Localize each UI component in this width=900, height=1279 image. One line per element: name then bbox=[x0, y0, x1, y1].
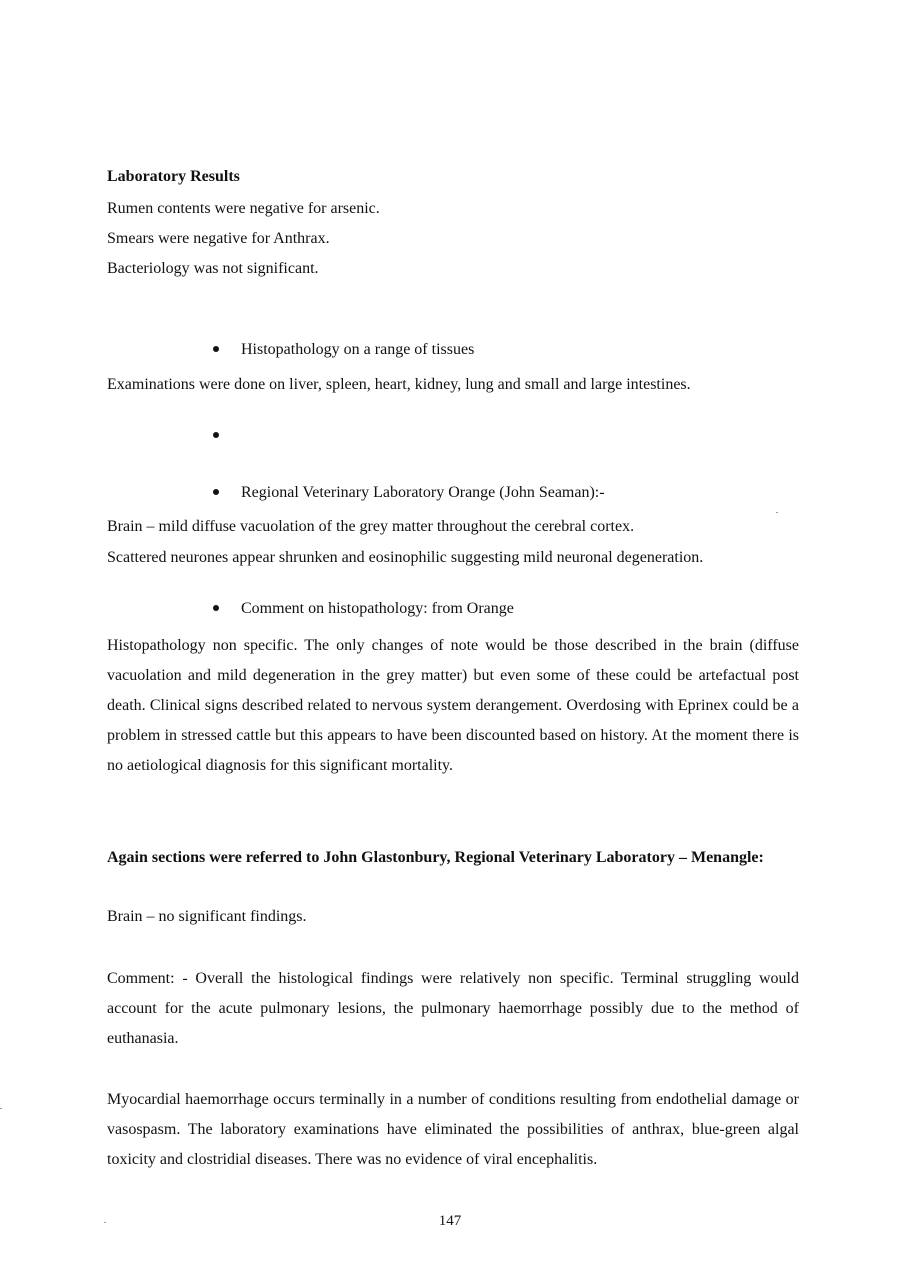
scan-speck bbox=[0, 1108, 2, 1109]
comment-paragraph: Comment: - Overall the histological findings were relatively non specific. Terminal struggling would account for the acute pulmonary lesions, the pulmonary haemorrhage possibly due to the method of euthanasia. bbox=[107, 970, 799, 1047]
bullet-item-histopathology bbox=[213, 340, 474, 360]
result-line-bacteriology: Bacteriology was not significant. bbox=[107, 260, 319, 277]
myocardial-paragraph: Myocardial haemorrhage occurs terminally in a number of conditions resulting from endothelial damage or vasospasm. The laboratory examinations have eliminated the possibilities of anthrax, blue-green algal toxicity and clostridial diseases. There was no evidence of viral encephalitis. bbox=[107, 1091, 799, 1168]
referral-heading: Again sections were referred to John Glastonbury, Regional Veterinary Laboratory – Menangle: bbox=[107, 849, 764, 866]
bullet-icon bbox=[213, 605, 219, 611]
bullet-item-empty bbox=[213, 426, 241, 446]
brain-finding-line-2: Scattered neurones appear shrunken and eosinophilic suggesting mild neuronal degeneration. bbox=[107, 549, 704, 566]
bullet-text: Histopathology on a range of tissues bbox=[241, 341, 475, 358]
scan-speck bbox=[776, 512, 778, 513]
section-heading: Laboratory Results bbox=[107, 168, 240, 185]
bullet-text: Comment on histopathology: from Orange bbox=[241, 600, 514, 617]
bullet-item-comment bbox=[213, 599, 514, 619]
examinations-line: Examinations were done on liver, spleen, heart, kidney, lung and small and large intestines. bbox=[107, 376, 691, 393]
bullet-item-regional-lab bbox=[213, 483, 605, 503]
result-line-arsenic: Rumen contents were negative for arsenic. bbox=[107, 200, 380, 217]
brain-finding-line-1: Brain – mild diffuse vacuolation of the grey matter throughout the cerebral cortex. bbox=[107, 518, 635, 535]
bullet-icon bbox=[213, 432, 219, 438]
bullet-text: Regional Veterinary Laboratory Orange (John Seaman):- bbox=[241, 484, 605, 501]
bullet-icon bbox=[213, 346, 219, 352]
histopathology-paragraph: Histopathology non specific. The only changes of note would be those described in the brain (diffuse vacuolation and mild degeneration in the grey matter) but even some of these could be artefactual post death. Clinical signs described related to nervous system derangement. Overdosing with Eprinex could be a problem in stressed cattle but this appears to have been discounted based on history. At the moment there is no aetiological diagnosis for this significant mortality. bbox=[107, 637, 799, 774]
bullet-icon bbox=[213, 489, 219, 495]
page-number: 147 bbox=[438, 1213, 462, 1229]
menangle-brain-line: Brain – no significant findings. bbox=[107, 908, 307, 925]
scan-speck bbox=[104, 1222, 106, 1223]
result-line-anthrax: Smears were negative for Anthrax. bbox=[107, 230, 330, 247]
